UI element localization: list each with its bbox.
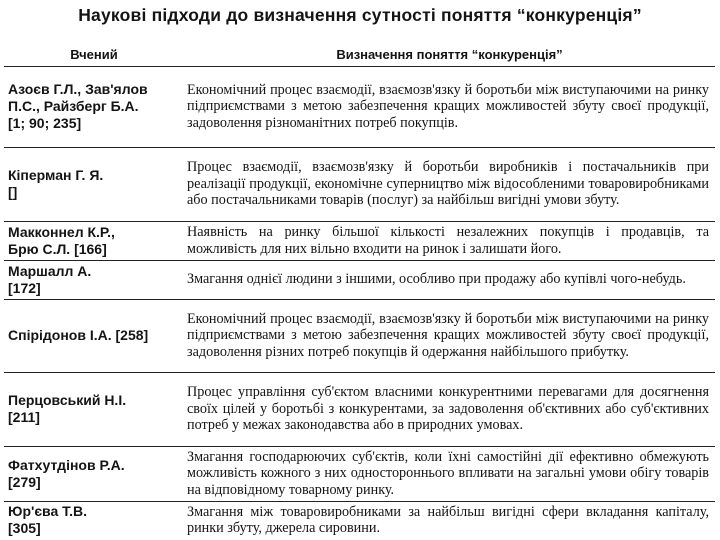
table-row: [4, 502, 715, 540]
header-definition: Визначення поняття “конкуренція”: [184, 44, 715, 67]
table-row: [4, 67, 715, 148]
definition-cell: Змагання господарюючих суб'єктів, коли їхні самостійні дії ефективно обмежують можливість кожного з них одностороннього впливати на загальні умови обігу товарів на відповідному товарному ринку.: [184, 447, 715, 502]
table-row: [4, 373, 715, 447]
definition-cell: Змагання між товаровиробниками за найбільш вигідні сфери вкладання капіталу, ринки збуту, джерела сировини.: [184, 502, 715, 540]
definition-cell: Процес взаємодії, взаємозв'язку й боротьби виробників і постачальників при реалізації продукції, економічне суперництво між відособленими товаровиробниками або постачальниками товарів (послуг) за найбільш вигідні умови збуту.: [184, 148, 715, 222]
scientist-cell: Фатхутдінов Р.А. [279]: [4, 447, 184, 502]
definition-cell: Змагання однієї людини з іншими, особливо при продажу або купівлі чого-небудь.: [184, 261, 715, 300]
header-scientist: Вчений: [4, 44, 184, 67]
scientist-cell: Маршалл А. [172]: [4, 261, 184, 300]
scientist-cell: Кіперман Г. Я. []: [4, 148, 184, 222]
table-row: [4, 222, 715, 261]
definitions-table: [4, 44, 715, 540]
scientist-cell: Спірідонов І.А. [258]: [4, 300, 184, 373]
table-row: [4, 261, 715, 300]
page-title: Наукові підходи до визначення сутності поняття “конкуренція”: [78, 5, 642, 25]
definition-cell: Економічний процес взаємодії, взаємозв'язку й боротьби між виступаючими на ринку підприємствами з метою забезпечення кращих можливостей збуту своєї продукції, задоволення різноманітних потреб покупців.: [187, 81, 709, 131]
definition-cell: Наявність на ринку більшої кількості незалежних покупців і продавців, та можливість для них вільно входити на ринок і залишати його.: [184, 222, 715, 261]
scientist-cell: Юр'єва Т.В. [305]: [4, 502, 184, 540]
table-header-row: [4, 44, 715, 67]
definition-cell: Економічний процес взаємодії, взаємозв'язку й боротьби між виступаючими на ринку підприємствами з метою забезпечення кращих можливостей збуту своєї продукції, задоволення різних потреб покупців й одержання найбільшого прибутку.: [184, 300, 715, 373]
table-row: [4, 300, 715, 373]
scientist-cell: Азоєв Г.Л., Зав'ялов П.С., Райзберг Б.А. [1; 90; 235]: [8, 81, 148, 131]
scientist-cell: Перцовський Н.І. [211]: [4, 373, 184, 447]
table-row: [4, 447, 715, 502]
definition-cell: Процес управління суб'єктом власними конкурентними перевагами для досягнення своїх цілей у боротьбі з конкурентами, за задоволення об'єктивних або суб'єктивних потреб у межах законодавства або в природних умовах.: [184, 373, 715, 447]
table-row: [4, 148, 715, 222]
scientist-cell: Макконнел К.Р., Брю С.Л. [166]: [4, 222, 184, 261]
